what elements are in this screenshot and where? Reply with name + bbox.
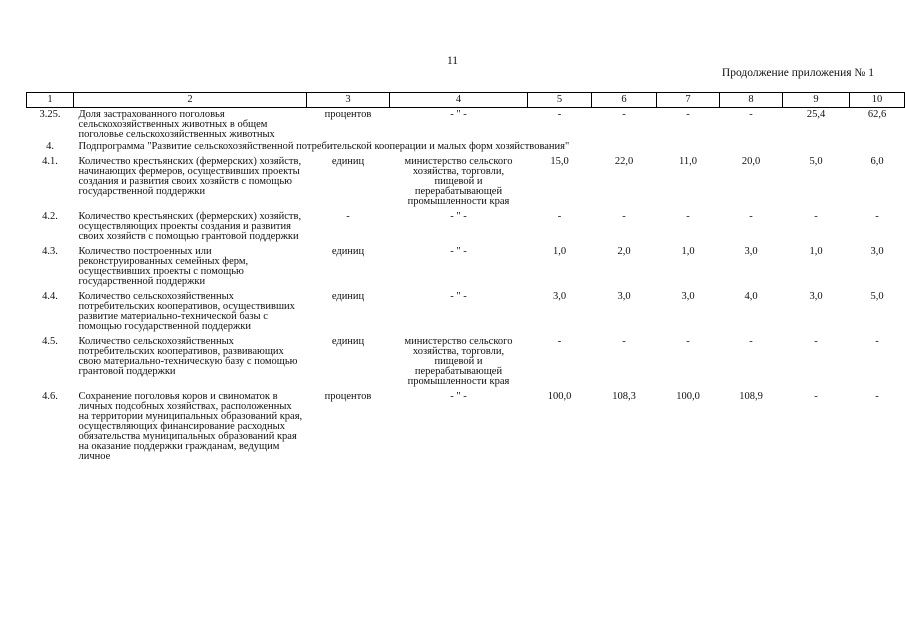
value-cell: 2,0 (617, 246, 631, 257)
value-cell: 3,0 (681, 291, 695, 302)
indicator-name: Количество крестьянских (фермерских) хозяйств, начинающих фермеров, осуществивших проекты создания и развития своих хозяйств с помощью государственной поддержки (78, 156, 302, 197)
row-number: 4.1. (42, 156, 58, 167)
unit-cell: единиц (331, 291, 365, 302)
table-row (27, 108, 905, 141)
indicators-table (26, 92, 905, 462)
indicator-name: Количество построенных или реконструированных семейных ферм, осуществивших проекты с помощью государственной поддержки (78, 246, 249, 287)
table-row (27, 152, 905, 207)
value-cell: - (875, 336, 879, 347)
row-number: 4.3. (42, 246, 58, 257)
value-cell: 100,0 (676, 391, 700, 402)
table-row (27, 287, 905, 332)
column-number-row (27, 93, 905, 108)
column-header: 8 (720, 93, 783, 108)
value-cell: - (622, 211, 626, 222)
column-header: 3 (307, 93, 390, 108)
row-number: 4.6. (42, 391, 58, 402)
column-header: 6 (592, 93, 657, 108)
value-cell: 5,0 (870, 291, 884, 302)
indicator-name: Количество крестьянских (фермерских) хозяйств, осуществляющих проекты создания и развития своих хозяйств с помощью грантовой поддержки (78, 211, 302, 242)
indicator-name: Доля застрахованного поголовья сельскохозяйственных животных в общем поголовье сельскохозяйственных животных (78, 109, 275, 140)
column-header: 1 (27, 93, 74, 108)
source-cell: - " - (450, 109, 467, 120)
value-cell: 1,0 (681, 246, 695, 257)
value-cell: 108,9 (739, 391, 763, 402)
source-cell: - " - (450, 246, 467, 257)
value-cell: 4,0 (744, 291, 758, 302)
subprogram-row (27, 140, 905, 152)
indicator-name: Количество сельскохозяйственных потребительских кооперативов, осуществивших развитие материально-технической базы с помощью государственной поддержки (78, 291, 295, 332)
unit-cell: единиц (331, 336, 365, 347)
value-cell: 3,0 (870, 246, 884, 257)
unit-cell: единиц (331, 246, 365, 257)
value-cell: - (622, 336, 626, 347)
continuation-label: Продолжение приложения № 1 (721, 67, 874, 79)
unit-cell: процентов (324, 109, 372, 120)
row-number: 4.4. (42, 291, 58, 302)
value-cell: - (686, 336, 690, 347)
value-cell: 1,0 (809, 246, 823, 257)
value-cell: - (557, 211, 562, 222)
column-header: 5 (528, 93, 592, 108)
value-cell: - (875, 211, 879, 222)
table-row (27, 242, 905, 287)
unit-cell: процентов (324, 391, 372, 402)
value-cell: 25,4 (806, 109, 826, 120)
subprogram-title: Подпрограмма "Развитие сельскохозяйственной потребительской кооперации и малых форм хозяйствования" (78, 141, 570, 152)
column-header: 4 (390, 93, 528, 108)
value-cell: 3,0 (809, 291, 823, 302)
value-cell: - (686, 211, 690, 222)
column-header: 9 (783, 93, 850, 108)
page-number: 11 (446, 55, 459, 67)
table-row (27, 207, 905, 242)
value-cell: - (557, 336, 562, 347)
table-row (27, 332, 905, 387)
value-cell: - (686, 109, 690, 120)
value-cell: 11,0 (679, 156, 697, 167)
value-cell: 100,0 (547, 391, 572, 402)
value-cell: 3,0 (744, 246, 758, 257)
value-cell: 20,0 (741, 156, 761, 167)
value-cell: 3,0 (617, 291, 631, 302)
value-cell: - (749, 336, 753, 347)
value-cell: 108,3 (612, 391, 636, 402)
unit-cell: - (346, 211, 350, 222)
value-cell: - (749, 109, 753, 120)
source-cell: - " - (450, 291, 467, 302)
value-cell: - (814, 336, 818, 347)
row-number: 4.2. (42, 211, 58, 222)
value-cell: 3,0 (552, 291, 567, 302)
value-cell: - (814, 391, 818, 402)
source-cell: - " - (450, 391, 467, 402)
value-cell: 15,0 (550, 156, 569, 167)
value-cell: - (814, 211, 818, 222)
value-cell: - (622, 109, 626, 120)
value-cell: - (749, 211, 753, 222)
indicator-name: Количество сельскохозяйственных потребительских кооперативов, развивающих свою материально-техническую базу с помощью грантовой поддержки (78, 336, 298, 377)
column-header: 7 (657, 93, 720, 108)
column-header: 2 (74, 93, 307, 108)
source-cell: - " - (450, 211, 467, 222)
table-row (27, 387, 905, 462)
indicator-name: Сохранение поголовья коров и свиноматок в личных подсобных хозяйствах, расположенных на территории муниципальных образований края, осуществляющих финансирование расходных обязательства муниципальных образований края на оказание поддержки гражданам, ведущим личное (78, 391, 303, 462)
value-cell: 1,0 (552, 246, 567, 257)
value-cell: 62,6 (867, 109, 887, 120)
row-number: 4.5. (42, 336, 58, 347)
value-cell: 22,0 (614, 156, 634, 167)
source-cell: министерство сельского хозяйства, торговли, пищевой и перерабатывающей промышленности края (404, 156, 513, 207)
unit-cell: единиц (331, 156, 365, 167)
column-header: 10 (850, 93, 905, 108)
value-cell: 6,0 (870, 156, 884, 167)
value-cell: 5,0 (809, 156, 823, 167)
row-number: 4. (46, 141, 54, 152)
row-number: 3.25. (39, 109, 61, 120)
source-cell: министерство сельского хозяйства, торговли, пищевой и перерабатывающей промышленности края (404, 336, 513, 387)
value-cell: - (557, 109, 562, 120)
value-cell: - (875, 391, 879, 402)
